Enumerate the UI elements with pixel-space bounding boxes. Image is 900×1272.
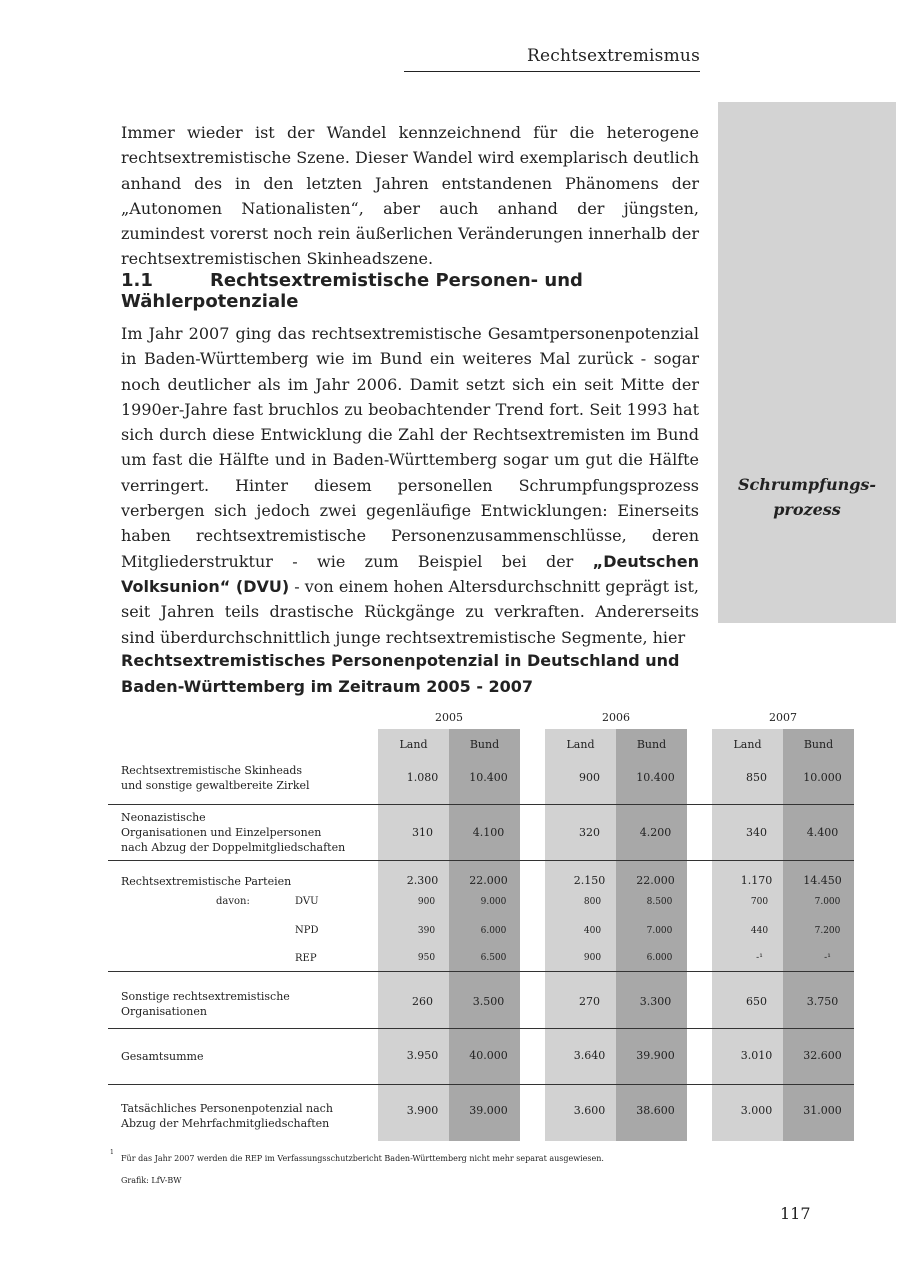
table-cell: 32.600 [803,1049,842,1062]
row-label-line: Tatsächliches Personenpotenzial nach [121,1102,333,1115]
header-title: Rechtsextremismus [526,46,700,66]
row-label-line: und sonstige gewaltbereite Zirkel [121,779,310,792]
table-cell: 6.000 [480,926,507,936]
table-title-line2: Baden-Württemberg im Zeitraum 2005 - 2007 [121,677,534,696]
section-title: Rechtsextremistische Personen- und Wählerpotenziale [121,270,583,312]
column-header-land: Land [399,738,428,751]
body-paragraph-part1: Im Jahr 2007 ging das rechtsextremistische Gesamtpersonenpotenzial in Baden-Württemberg wie im Bund ein weiteres Mal zurück - sogar noch deutlicher als im Jahr 2006. Damit setzt sich ein seit Mitte der 1990er-Jahre fast bruchlos zu beobachtender Trend fort. Seit 1993 hat sich durch diese Entwicklung die Zahl der Rechtsextremisten im Bund um fast die Hälfte und in Baden-Württemberg sogar um gut die Hälfte verringert. Hinter diesem personellen Schrumpfungsprozess verbergen sich jedoch zwei gegenläufige Entwicklungen: Einerseits haben rechtsextremistische Personenzusammenschlüsse, deren Mitgliederstruktur - wie zum Beispiel bei der [121,324,699,571]
table-cell: 3.300 [639,995,672,1008]
table-cell: 10.400 [636,771,675,784]
column-header-bund: Bund [469,738,500,751]
year-header: 2005 [435,711,463,724]
table-cell: 22.000 [469,874,508,887]
table-cell: 3.010 [740,1049,773,1062]
row-divider [108,804,854,805]
table-cell: 950 [417,953,436,963]
sub-row-label-dvu: DVU [295,896,319,907]
table-cell: 320 [579,826,600,839]
table-cell: 22.000 [636,874,675,887]
table-cell: 7.000 [646,926,673,936]
footnote-mark: 1 [110,1149,114,1156]
table-cell: 900 [579,771,600,784]
table-cell: 31.000 [803,1104,842,1117]
footnote-text: Für das Jahr 2007 werden die REP im Verfassungsschutzbericht Baden-Württemberg nicht mehr separat ausgewiesen. [121,1154,604,1163]
year-header: 2006 [602,711,630,724]
row-label-gesamt: Gesamtsumme [121,1050,204,1063]
column-header-land: Land [733,738,762,751]
page-number: 117 [780,1204,811,1223]
row-label-line: Organisationen und Einzelpersonen [121,826,322,839]
margin-note-line1: Schrumpfungs- [737,475,877,494]
row-label-sonstige [121,989,290,1019]
table-cell: 850 [746,771,767,784]
row-divider [108,860,854,861]
body-paragraph [121,321,699,650]
table-cell: 3.600 [573,1104,606,1117]
table-cell: 10.400 [469,771,508,784]
table-cell: 7.000 [814,897,841,907]
table-title [121,648,721,700]
section-number: 1.1 [121,270,153,291]
row-divider [108,1084,854,1085]
table-cell: 39.000 [469,1104,508,1117]
body-paragraph-part2: - von einem hohen Altersdurchschnitt geprägt ist, seit Jahren teils drastische Rückgänge zu verkraften. Andererseits sind überdurchschnittlich junge rechtsextremistische Segmente, hier [121,576,700,647]
table-cell: 4.200 [639,826,672,839]
table-cell: 2.300 [406,874,439,887]
table-cell: 650 [746,995,767,1008]
table-cell: 270 [579,995,600,1008]
column-header-bund: Bund [636,738,667,751]
table-cell: 310 [412,826,433,839]
intro-paragraph: Immer wieder ist der Wandel kennzeichnend für die heterogene rechtsextremistische Szene. Dieser Wandel wird exemplarisch deutlich anhand des in den letzten Jahren entstandenen Phänomens der „Autonomen Nationalisten“, aber auch anhand der jüngsten, zumindest vorerst noch rein äußerlichen Veränderungen innerhalb der rechtsextremistischen Skinheadszene. [121,123,699,269]
table-cell: 38.600 [636,1104,675,1117]
table-cell: 7.200 [814,926,841,936]
row-label-line: nach Abzug der Doppelmitgliedschaften [121,841,346,854]
table-cell: 260 [412,995,433,1008]
row-label-neonazis [121,810,345,855]
section-heading [121,270,699,312]
table-cell: 9.000 [480,897,507,907]
table-cell: 3.000 [740,1104,773,1117]
table-cell: 3.500 [472,995,505,1008]
source-credit: Grafik: LfV-BW [121,1176,182,1185]
table-cell: 3.950 [406,1049,439,1062]
table-cell: 4.400 [806,826,839,839]
row-divider [108,1028,854,1029]
table-title-line1: Rechtsextremistisches Personenpotenzial in Deutschland und [121,651,680,670]
row-label-parteien: Rechtsextremistische Parteien [121,875,292,888]
table-cell: 6.000 [646,953,673,963]
page-header [404,46,700,72]
row-label-line: Organisationen [121,1005,207,1018]
table-cell: 4.100 [472,826,505,839]
table-cell: 3.750 [806,995,839,1008]
year-header: 2007 [769,711,797,724]
table-cell: -¹ [756,953,763,963]
table-cell: 40.000 [469,1049,508,1062]
row-label-line: Sonstige rechtsextremistische [121,990,290,1003]
header-rule [404,71,700,72]
table-cell: 2.150 [573,874,606,887]
table-cell: 900 [417,897,436,907]
row-label-line: Neonazistische [121,811,206,824]
table-cell: 400 [583,926,602,936]
table-cell: 440 [750,926,769,936]
table-cell: 800 [583,897,602,907]
dvu-highlight: „Deutschen Volksunion“ (DVU) [121,551,699,596]
table-cell: 14.450 [803,874,842,887]
table-cell: 390 [417,926,436,936]
sub-row-label-npd: NPD [295,925,319,936]
table-cell: 3.640 [573,1049,606,1062]
row-label-tatsaechlich [121,1101,333,1131]
row-divider [108,971,854,972]
row-label-skinheads [121,763,310,793]
column-header-bund: Bund [803,738,834,751]
column-header-land: Land [566,738,595,751]
table-cell: 39.900 [636,1049,675,1062]
table-cell: 340 [746,826,767,839]
table-cell: 10.000 [803,771,842,784]
table-cell: 3.900 [406,1104,439,1117]
margin-note [718,472,896,522]
table-cell: -¹ [824,953,831,963]
davon-label: davon: [216,896,250,907]
margin-sidebar [718,102,896,623]
row-label-line: Abzug der Mehrfachmitgliedschaften [121,1117,330,1130]
row-label-line: Rechtsextremistische Skinheads [121,764,303,777]
table-cell: 8.500 [646,897,673,907]
sub-row-label-rep: REP [295,953,317,964]
table-cell: 700 [750,897,769,907]
table-cell: 1.080 [406,771,439,784]
table-cell: 1.170 [740,874,773,887]
margin-note-line2: prozess [773,500,841,519]
table-cell: 900 [583,953,602,963]
table-cell: 6.500 [480,953,507,963]
